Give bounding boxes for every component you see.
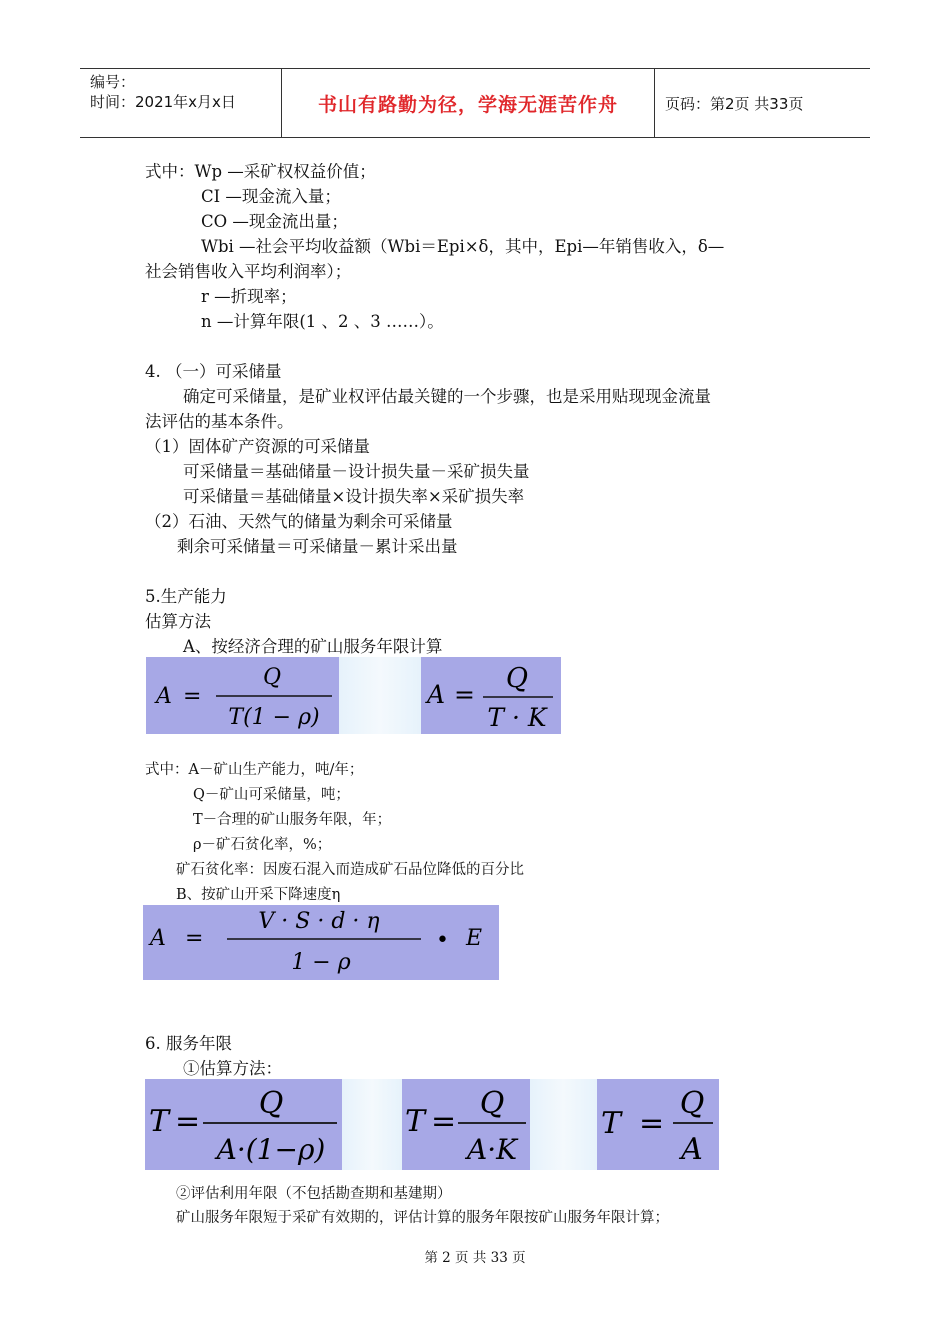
text-line: 矿石贫化率：因废石混入而造成矿石品位降低的百分比 [176,862,524,878]
text-line: Wbi —社会平均收益额（Wbi＝Epi×δ，其中，Epi—年销售收入，δ— [201,237,725,256]
header-motto: 书山有路勤为径，学海无涯苦作舟 [282,69,655,137]
formula-symbol: T(1 − ρ) [228,705,320,730]
header-page-info: 页码：第2页 共33页 [665,94,804,113]
text-line: T－合理的矿山服务年限，年； [193,812,392,828]
list-item: （2）石油、天然气的储量为剩余可采储量 [145,512,453,531]
formula-symbol: Q [258,1086,284,1121]
formula-spacer [530,1079,597,1170]
formula-symbol: = [183,684,202,709]
formula-symbol: = [175,1104,201,1139]
text-line: ②评估利用年限（不包括勘查期和基建期） [176,1186,452,1202]
formula-symbol: Q [679,1086,705,1121]
document-date: 时间：2021年x月x日 [90,93,236,111]
formula-symbol: T [601,1106,622,1141]
text-line: CO —现金流出量； [201,212,348,231]
section-heading: 5.生产能力 [145,587,227,606]
document-number: 编号： [90,73,136,91]
text-line: ①估算方法： [183,1059,282,1078]
formula-symbol: V · S · d · η [258,909,380,934]
formula-spacer [342,1079,402,1170]
formula-symbol: A [681,1132,703,1167]
text-line: n —计算年限(1 、2 、3 ……）。 [201,312,444,331]
formula-service-life-1 [145,1079,342,1170]
section-heading: 4. （一）可采储量 [145,362,282,381]
list-item: （1）固体矿产资源的可采储量 [145,437,370,456]
formula-symbol: A [150,926,166,951]
text-line: 估算方法 [145,612,211,631]
formula-symbol: = [185,926,204,951]
formula-line: 可采储量＝基础储量×设计损失率×采矿损失率 [183,487,525,506]
formula-symbol: T · K [487,703,547,732]
text-line: 社会销售收入平均利润率）； [145,262,352,281]
formula-symbol: = [454,680,475,709]
formula-symbol: Q [505,663,529,694]
formula-symbol: 1 − ρ [291,950,351,975]
page-header [80,68,870,138]
text-line: 矿山服务年限短于采矿有效期的，评估计算的服务年限按矿山服务年限计算； [176,1210,669,1226]
formula-symbol: T [149,1104,170,1139]
header-left [80,69,282,137]
formula-line: 可采储量＝基础储量－设计损失量－采矿损失量 [183,462,530,481]
formula-spacer [339,657,421,734]
text-line: 式中：A－矿山生产能力，吨/年； [145,762,364,778]
formula-symbol: A·(1−ρ) [216,1133,326,1166]
formula-service-life-2 [402,1079,530,1170]
formula-symbol: Q [479,1086,505,1121]
text-line: Q－矿山可采储量，吨； [193,787,350,803]
formula-line: 剩余可采储量＝可采储量－累计采出量 [177,537,458,556]
formula-symbol: A [427,680,446,709]
text-line: ρ－矿石贫化率，%； [193,837,332,853]
formula-symbol: A·K [466,1133,518,1166]
text-line: 式中：Wp —采矿权权益价值； [145,162,376,181]
text-line: CI —现金流入量； [201,187,341,206]
paragraph-line: 确定可采储量，是矿业权评估最关键的一个步骤，也是采用贴现现金流量 [183,387,711,406]
section-heading: 6. 服务年限 [145,1034,232,1053]
formula-symbol: = [431,1104,457,1139]
formula-service-life-3 [597,1079,719,1170]
formula-symbol: = [639,1106,665,1141]
paragraph-line: 法评估的基本条件。 [145,412,294,431]
page-footer: 第 2 页 共 33 页 [424,1250,526,1266]
formula-symbol: • [436,928,449,953]
formula-production-capacity-2 [421,657,561,734]
formula-symbol: Q [262,665,282,690]
text-line: r —折现率； [201,287,297,306]
formula-symbol: E [466,926,483,951]
formula-descent-speed [143,905,499,980]
text-line: B、按矿山开采下降速度η [176,887,341,903]
formula-symbol: A [156,684,172,709]
formula-production-capacity-1 [146,657,339,734]
formula-symbol: T [405,1104,426,1139]
text-line: A、按经济合理的矿山服务年限计算 [183,637,443,656]
